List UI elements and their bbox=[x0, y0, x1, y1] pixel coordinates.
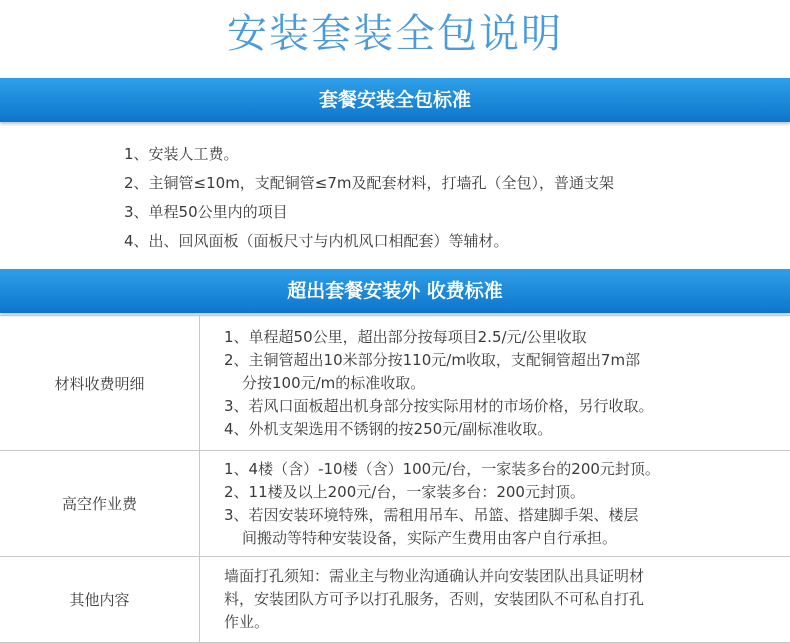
fee-line: 墙面打孔须知：需业主与物业沟通确认并向安装团队出具证明材 bbox=[224, 567, 645, 585]
row-content-other bbox=[200, 557, 790, 643]
row-label-other: 其他内容 bbox=[0, 557, 200, 643]
row-label-material: 材料收费明细 bbox=[0, 316, 200, 451]
table-row bbox=[0, 451, 790, 557]
extra-fee-table bbox=[0, 315, 790, 643]
fee-line: 间搬动等特种安装设备，实际产生费用由客户自行承担。 bbox=[242, 528, 618, 547]
row-content-height-work bbox=[200, 451, 790, 557]
fee-line: 2、主铜管超出10米部分按110元/m收取，支配铜管超出7m部 bbox=[224, 350, 641, 369]
fee-line: 分按100元/m的标准收取。 bbox=[242, 373, 426, 392]
fee-line: 1、4楼（含）-10楼（含）100元/台，一家装多台的200元封顶。 bbox=[224, 459, 660, 478]
fee-line: 料，安装团队方可予以打孔服务，否则，安装团队不可私自打孔 bbox=[224, 590, 645, 608]
row-content-material bbox=[200, 316, 790, 451]
package-standard-list bbox=[124, 140, 614, 256]
fee-line: 2、11楼及以上200元/台，一家装多台：200元封顶。 bbox=[224, 482, 585, 501]
fee-line: 1、单程超50公里，超出部分按每项目2.5/元/公里收取 bbox=[224, 327, 587, 346]
package-standard-banner: 套餐安装全包标准 bbox=[0, 78, 790, 122]
page-title: 安装套装全包说明 bbox=[227, 11, 563, 57]
table-row bbox=[0, 557, 790, 643]
fee-line: 3、若因安装环境特殊，需租用吊车、吊篮、搭建脚手架、楼层 bbox=[224, 505, 639, 524]
fee-line: 3、若风口面板超出机身部分按实际用材的市场价格，另行收取。 bbox=[224, 396, 654, 415]
row-label-height-work: 高空作业费 bbox=[0, 451, 200, 557]
table-row bbox=[0, 316, 790, 451]
list-item: 2、主铜管≤10m，支配铜管≤7m及配套材料，打墙孔（全包），普通支架 bbox=[124, 174, 615, 192]
extra-fee-banner: 超出套餐安装外 收费标准 bbox=[0, 269, 790, 313]
list-item: 3、单程50公里内的项目 bbox=[124, 203, 288, 221]
fee-line: 4、外机支架选用不锈钢的按250元/副标准收取。 bbox=[224, 419, 553, 438]
list-item: 1、安装人工费。 bbox=[124, 145, 239, 163]
list-item: 4、出、回风面板（面板尺寸与内机风口相配套）等辅材。 bbox=[124, 232, 509, 250]
fee-line: 作业。 bbox=[224, 613, 270, 631]
